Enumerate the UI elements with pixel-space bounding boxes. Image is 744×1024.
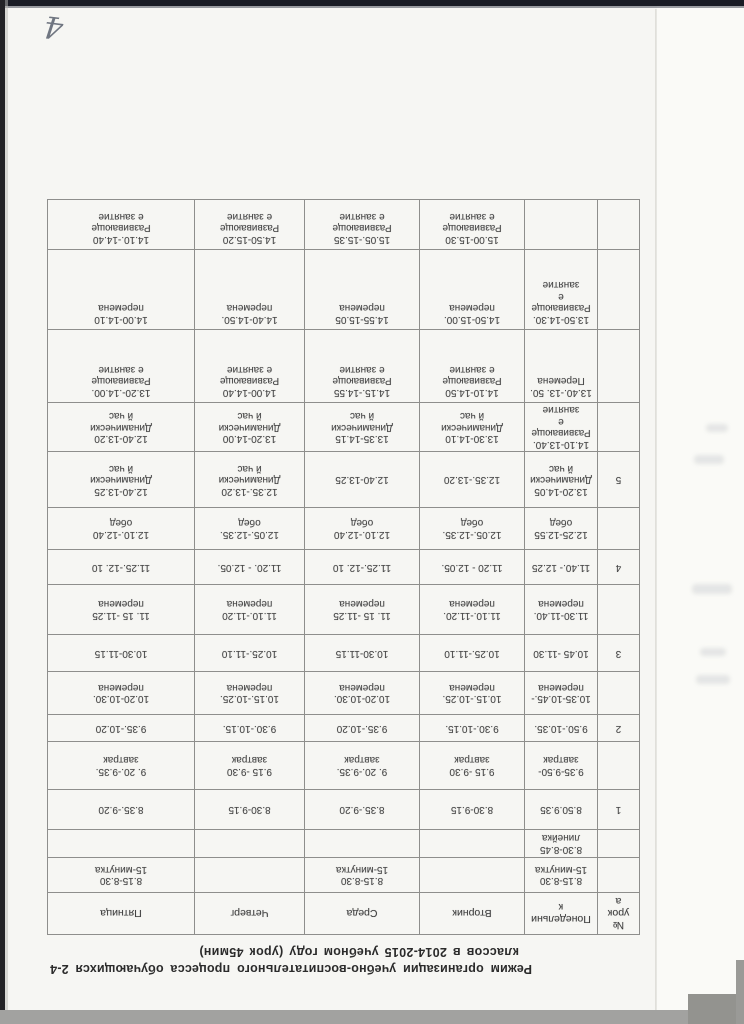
cell-line: й час [108,462,134,474]
cell-line: завтрак [543,754,579,766]
cell-line: завтрак [103,754,139,766]
cell-line: перемена [538,682,584,693]
cell-line: 10.25.-11.10 [444,647,500,659]
cell-line: 9.30.-10.15. [445,722,499,734]
cell-line: 12.05.-12.35. [220,529,279,540]
cell-line: перемена [449,682,495,693]
cell-line: 10.30-11.15 [94,647,148,659]
paper-margin [657,0,744,1024]
cell-line: 10.20-10.30. [92,693,150,705]
cell-wednesday [305,635,420,672]
cell-wednesday [305,790,420,830]
bleed-through-smudge [706,424,728,432]
cell-line: 9.30.-10.15. [222,722,277,734]
bleed-through-smudge [696,675,730,684]
cell-line: Пятница [100,907,142,920]
cell-lesson-number [598,250,640,330]
cell-tuesday [420,635,525,672]
cell-line: 15-минутка [534,864,588,875]
cell-tuesday [420,715,525,742]
cell-line: перемена [226,598,273,610]
cell-wednesday [305,452,420,508]
cell-tuesday [420,672,525,715]
cell-lesson-number: 5 [598,452,640,508]
cell-wednesday [305,742,420,790]
cell-line: перемена [226,302,273,314]
cell-line: 11.20. - 12.05. [217,561,282,573]
cell-line: № [612,919,625,932]
cell-lesson-number [598,200,640,250]
table-row [48,790,640,830]
cell-line: 9.15 -9.30 [449,766,495,777]
cell-line: 13.20-14.05 [534,485,588,497]
scan-edge-right [736,960,744,1024]
bleed-through-smudge [694,455,724,464]
cell-line: 13.40.-13. 50. [530,387,592,398]
cell-line: 11.20 - 12.05. [441,561,503,573]
cell-line: 14.40-14.50. [221,314,278,325]
cell-line: Динамически [530,474,592,486]
cell-wednesday [305,508,420,550]
cell-line: урок [607,907,630,920]
cell-line: перемена [449,302,495,314]
cell-line: Динамически [90,474,152,486]
cell-line: 9. 20.-9.35. [336,766,388,777]
cell-line: Перемена [537,375,585,387]
cell-line: Развивающе [442,375,502,387]
cell-thursday [195,550,305,585]
cell-line: е [558,416,564,427]
cell-line: перемена [226,682,273,693]
cell-lesson-number [598,585,640,635]
table-row [48,672,640,715]
cell-line: й час [349,410,375,422]
table-row [48,635,640,672]
cell-tuesday [420,200,525,250]
paper-crease [655,9,657,1024]
cell-line: Развивающе [531,302,591,314]
cell-line: перемена [98,598,144,610]
cell-line: 8.30-9.15 [450,804,494,816]
cell-line: 9.15 -9.30 [226,766,273,777]
cell-line: 8.15-8.30 [340,875,384,887]
cell-wednesday [305,672,420,715]
cell-friday [48,200,195,250]
cell-line: 15-минутка [94,864,148,875]
table-header-row [48,893,640,935]
cell-line: Развивающе [219,222,280,234]
cell-line: 12.40-13.25 [94,485,148,497]
page-title [12,943,532,977]
cell-line: е занятие [98,211,144,222]
cell-friday [48,672,195,715]
cell-friday [48,715,195,742]
cell-line: е занятие [98,364,144,375]
cell-line: 8.15-8.30 [539,875,583,887]
cell-line: й час [459,410,485,422]
cell-line: 12.40-13.20 [94,433,148,445]
cell-line: 11.25.-12. 10 [332,561,392,573]
cell-line: завтрак [344,754,380,766]
table-row [48,858,640,893]
cell-lesson-number [598,330,640,403]
cell-lesson-number [598,403,640,452]
cell-line: 8.15-8.30 [99,875,143,887]
cell-tuesday [420,858,525,893]
cell-tuesday [420,550,525,585]
cell-lesson-number [598,508,640,550]
page-title-line2: классов в 2014-2015 учебном году (урок 45мин) [199,945,519,959]
cell-lesson-number: 3 [598,635,640,672]
table-row [48,550,640,585]
cell-tuesday [420,742,525,790]
cell-line: перемена [98,682,144,693]
cell-line: 12.35.-13.20 [221,485,278,497]
cell-line: 8.30-8.45 [539,844,583,855]
cell-thursday [195,452,305,508]
cell-line: Среда [346,907,378,920]
table-row [48,200,640,250]
cell-lesson-number [598,858,640,893]
cell-line: обед [350,517,374,529]
schedule-table [47,199,640,935]
cell-thursday [195,508,305,550]
cell-line: 15.00-15.30 [445,234,499,245]
cell-line: Развивающе [332,222,392,234]
cell-line: 9.50.-10.35. [534,722,588,734]
cell-line: обед [549,517,573,529]
cell-tuesday [420,403,525,452]
bleed-through-smudge [692,584,732,594]
cell-line: завтрак [231,754,268,766]
cell-line: 12.40-13.25 [335,474,389,486]
header-cell-monday [525,893,598,935]
cell-line: 8.30-9.15 [228,804,271,816]
table-row [48,742,640,790]
cell-line: перемена [339,598,385,610]
cell-line: завтрак [454,754,490,766]
cell-line: 10.45 -11.30 [533,647,589,659]
cell-line: 9.35.-10.20 [95,722,147,734]
cell-line: 12.10.-12.40 [92,529,150,540]
cell-tuesday [420,452,525,508]
cell-friday [48,550,195,585]
cell-line: Вторник [452,907,492,920]
cell-wednesday [305,330,420,403]
cell-friday [48,508,195,550]
cell-line: Развивающе [442,222,502,234]
cell-line: перемена [98,302,144,314]
cell-thursday [195,200,305,250]
cell-thursday [195,330,305,403]
cell-line: 12.35.-13.20 [443,474,501,486]
cell-monday [525,715,598,742]
table-row [48,403,640,452]
cell-line: 11. 15 -11.25 [92,610,150,621]
cell-line: обед [460,517,484,529]
cell-tuesday [420,585,525,635]
scan-edge-bottom [0,1010,744,1024]
cell-line: Динамически [331,421,393,433]
cell-line: 12.05.-12.35. [442,529,502,540]
cell-monday [525,452,598,508]
cell-monday [525,403,598,452]
cell-line: й час [548,462,574,474]
cell-lesson-number: 2 [598,715,640,742]
cell-line: 14.50-15.20 [222,234,277,245]
cell-wednesday [305,715,420,742]
cell-line: 14.10-13.40. [532,439,590,450]
cell-line: Понедельни [531,913,591,926]
cell-line: линейка [541,832,581,844]
cell-monday [525,508,598,550]
cell-wednesday [305,858,420,893]
cell-line: Четверг [230,907,269,920]
cell-friday [48,452,195,508]
cell-wednesday [305,200,420,250]
cell-line: 11.10.-11.20 [222,610,277,621]
header-cell-lesson-number [598,893,640,935]
cell-monday [525,858,598,893]
cell-line: е занятие [226,364,273,375]
cell-line: Динамически [218,474,281,486]
table-row [48,508,640,550]
cell-thursday [195,715,305,742]
cell-line: а [615,895,622,908]
cell-monday [525,830,598,858]
cell-line: 11. 15 -11.25 [333,610,391,621]
cell-line: 13.20-14.00 [222,433,277,445]
header-cell-thursday [195,893,305,935]
page-title-line1: Режим организации учебно-воспитательного процесса обучающихся 2-4 [49,962,532,976]
cell-line: обед [238,517,261,529]
cell-monday [525,790,598,830]
cell-lesson-number [598,672,640,715]
cell-line: 13.35-14.15 [335,433,389,445]
cell-line: 10.25.-11.10 [221,647,278,659]
cell-line: 10.35-10.45.- [531,693,591,705]
bleed-through-smudge [700,648,726,656]
cell-line: перемена [538,598,584,610]
cell-monday [525,250,598,330]
cell-line: 8.50.9.35 [540,804,582,816]
cell-thursday [195,830,305,858]
cell-monday [525,550,598,585]
cell-line: Развивающе [332,375,392,387]
cell-line: 10.20-10.30. [333,693,391,705]
cell-line: 13.30-14.10 [445,433,499,445]
cell-monday [525,742,598,790]
cell-lesson-number: 4 [598,550,640,585]
cell-line: 12.10.-12.40 [333,529,391,540]
cell-friday [48,635,195,672]
cell-line: е занятие [339,211,385,222]
cell-monday [525,585,598,635]
cell-line: 8.35.-9.20 [339,804,385,816]
cell-line: 14.15.-14.55 [333,387,391,398]
cell-thursday [195,790,305,830]
cell-tuesday [420,250,525,330]
cell-line: 10.30-11.15 [335,647,389,659]
scan-edge-left-shadow [5,0,8,1012]
table-row [48,452,640,508]
cell-monday [525,330,598,403]
cell-thursday [195,585,305,635]
cell-line: перемена [339,302,385,314]
cell-line: 14.10-14.50 [445,387,499,398]
cell-monday [525,672,598,715]
cell-friday [48,250,195,330]
cell-friday [48,858,195,893]
cell-friday [48,742,195,790]
cell-line: 9. 20.-9.35. [95,766,147,777]
cell-wednesday [305,830,420,858]
cell-wednesday [305,250,420,330]
cell-line: обед [109,517,133,529]
cell-line: е занятие [449,364,495,375]
table-row [48,830,640,858]
cell-line: 9.35-9.50- [538,766,584,777]
header-cell-wednesday [305,893,420,935]
handwritten-page-number: 4 [41,7,66,46]
cell-line: е занятие [226,211,273,222]
scan-edge-top-shadow [0,6,744,8]
cell-line: 11.30-11.40. [533,610,589,621]
cell-line: занятие [542,279,580,291]
cell-line: 10.15.-10.25. [220,693,279,705]
table-row [48,715,640,742]
cell-line: Развивающе [91,222,151,234]
cell-tuesday [420,790,525,830]
cell-friday [48,330,195,403]
cell-tuesday [420,830,525,858]
cell-thursday [195,403,305,452]
cell-monday [525,635,598,672]
table-row [48,330,640,403]
cell-line: 12.25-12.55 [534,529,588,540]
cell-thursday [195,250,305,330]
cell-line: Развивающе [219,375,280,387]
cell-wednesday [305,585,420,635]
cell-line: й час [108,410,134,422]
cell-friday [48,403,195,452]
cell-line: е [558,291,564,302]
cell-line: перемена [339,682,385,693]
cell-thursday [195,635,305,672]
cell-line: 11.40.- 12.25 [531,561,591,573]
cell-line: 13.50-14.30. [532,314,590,325]
cell-line: 13.20-.14.00. [91,387,151,398]
cell-line: 11.10.-11.20. [443,610,501,621]
cell-line: е занятие [449,211,495,222]
cell-friday [48,790,195,830]
cell-line: й час [237,462,262,474]
cell-line: 14.50-15.00. [443,314,501,325]
cell-thursday [195,742,305,790]
cell-lesson-number [598,830,640,858]
cell-thursday [195,672,305,715]
cell-line: Динамически [90,421,152,433]
cell-thursday [195,858,305,893]
cell-line: перемена [449,598,495,610]
cell-line: 11.25.-12. 10 [91,561,151,573]
cell-line: к [558,901,564,914]
cell-friday [48,830,195,858]
cell-line: занятие [542,404,580,416]
table-row [48,250,640,330]
cell-line: 14.00-14.10 [94,314,148,325]
cell-line: Развивающе [531,427,591,439]
cell-line: 15.05.-15.35 [333,234,391,245]
cell-line: 9.35.-10.20 [336,722,388,734]
cell-line: 14.00-14.40 [222,387,277,398]
cell-line: Динамически [218,421,281,433]
cell-line: 8.35.-9.20 [98,804,144,816]
header-cell-tuesday [420,893,525,935]
cell-tuesday [420,330,525,403]
cell-line: 15-минутка [335,864,389,875]
cell-monday [525,200,598,250]
cell-line: 14.55-15.05 [335,314,389,325]
cell-tuesday [420,508,525,550]
table-row [48,585,640,635]
cell-lesson-number [598,742,640,790]
header-cell-friday [48,893,195,935]
cell-line: Динамически [441,421,503,433]
cell-wednesday [305,550,420,585]
cell-wednesday [305,403,420,452]
cell-line: 10.15.-10.25. [442,693,502,705]
cell-friday [48,585,195,635]
cell-line: 14.10.-14.40 [92,234,150,245]
cell-line: й час [237,410,262,422]
cell-line: е занятие [339,364,385,375]
cell-lesson-number: 1 [598,790,640,830]
cell-line: Развивающе [91,375,151,387]
